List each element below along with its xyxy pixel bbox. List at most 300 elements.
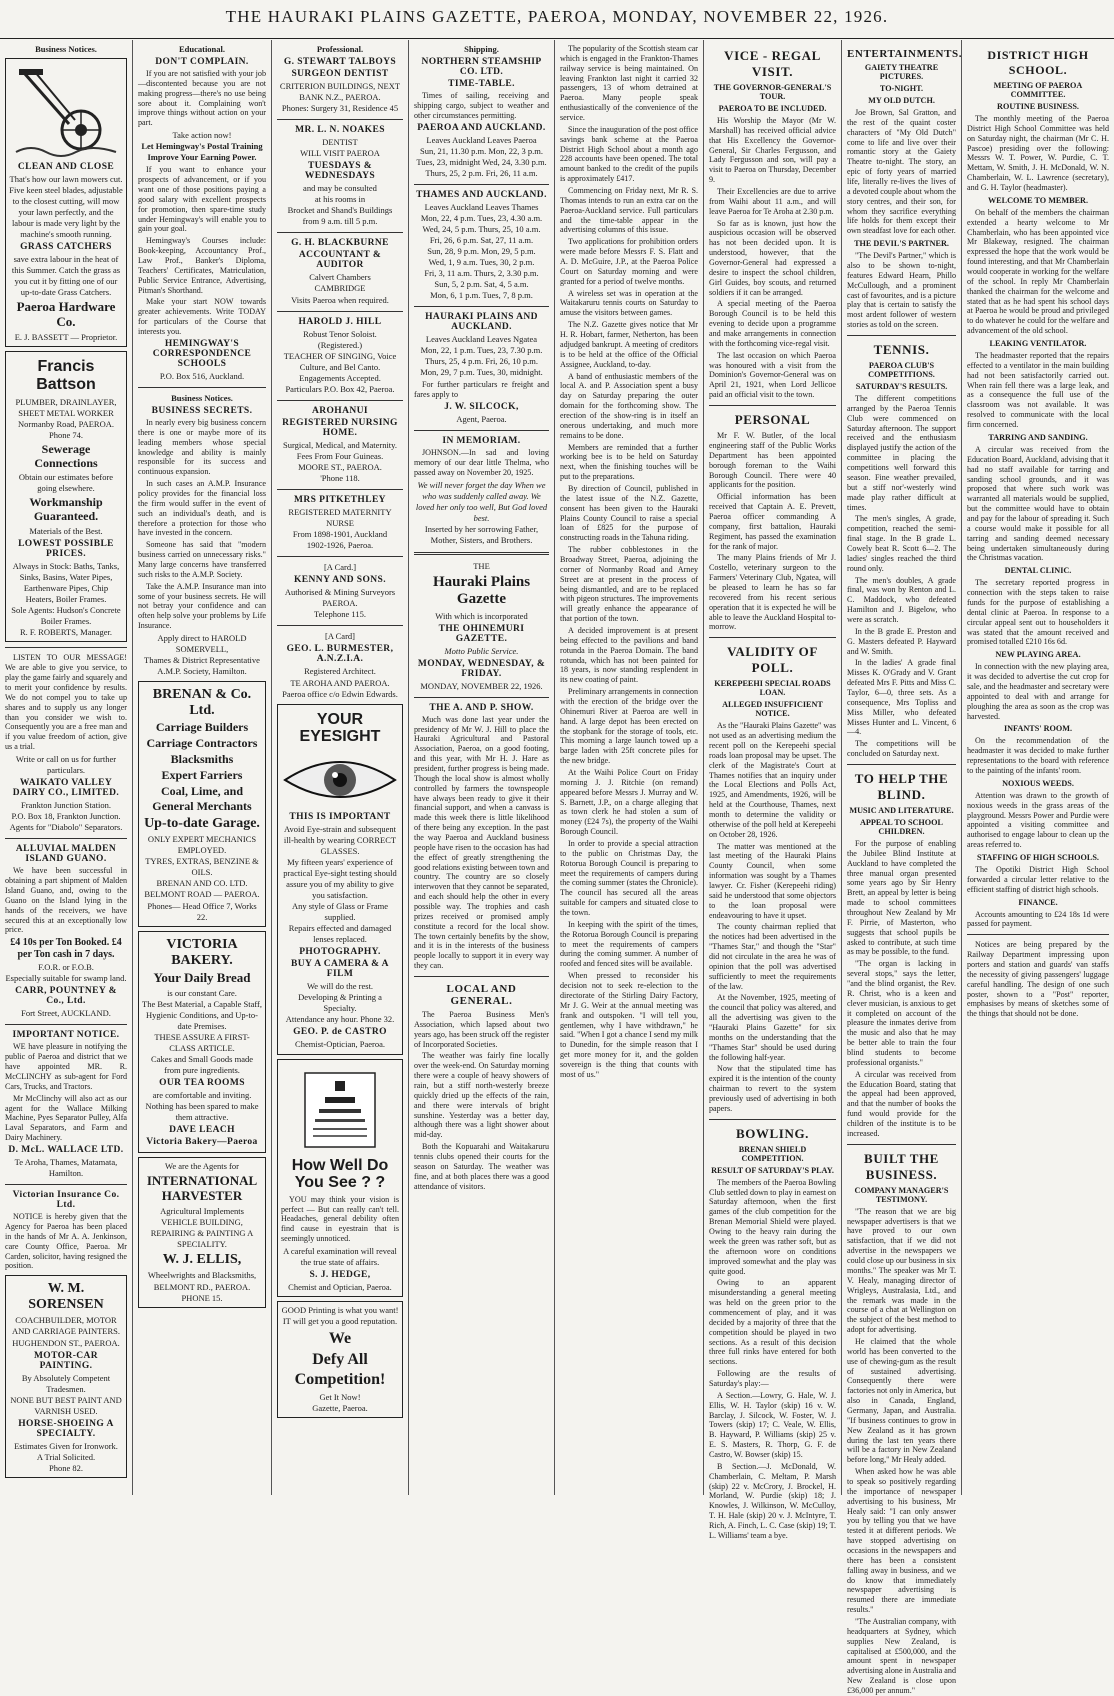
divider xyxy=(847,764,956,765)
hill-title: Robust Tenor Soloist. xyxy=(303,328,377,339)
printing-defy: Defy All xyxy=(312,1350,368,1368)
talboys-address: CRITERION BUILDINGS, NEXT BANK N.Z., PAEROA. xyxy=(279,81,401,103)
tar-heading: TARRING AND SANDING. xyxy=(988,432,1088,442)
play-heading: NEW PLAYING AREA. xyxy=(995,650,1081,660)
carr-address: Fort Street, AUCKLAND. xyxy=(21,1008,111,1019)
hardware-advert xyxy=(5,58,127,347)
tennis-sub: PAEROA CLUB'S COMPETITIONS. xyxy=(868,361,935,380)
battson-manager: R. F. ROBERTS, Manager. xyxy=(19,627,113,638)
eyesight-repairs: Repairs effected and damaged lenses replaced. xyxy=(288,923,392,945)
news-para: At the Waihi Police Court on Friday morning J. J. Ritchie (on remand) appeared before Messrs J. Murray and W. S. Barnett, J.P., on a charge alleging that as town clerk he had stolen a sum of money (£24 7s), the property of the Waihi Borough Council. xyxy=(560,768,698,837)
divider xyxy=(5,1184,127,1185)
built-para: He claimed that the whole world has been converted to the use of chewing-gum as the result of sustained advertising. Consequently there were factories not only in America, but also in Canada, England, Germany, Japan, and Australia. "If business continues to grow in New Zealand as it has grown during the last ten years there will be a factory in New Zealand before long," Mr Healy added. xyxy=(847,1336,956,1465)
complain-text: If you are not satisfied with your job—discontented because you are not making progress—there's no use being sore about it. Complaining won't improve things without action on your part. xyxy=(138,69,266,128)
tennis-para: The competitions will be concluded on Saturday next. xyxy=(847,739,956,759)
important-notice-text: WE have pleasure in notifying the public of Paeroa and district that we have appointed MR. R. McCLINCHY as sub-agent for Ford Cars, Trucks, and Tractors. xyxy=(5,1042,127,1091)
timetable-note: Times of sailing, receiving and shipping cargo, subject to weather and other circumstances permitting. xyxy=(414,91,549,120)
brenan-line-5: Coal, Lime, and xyxy=(160,783,243,798)
news-para: A band of enthusiastic members of the local A. and P. Association spent a busy day on Saturday preparing the outer domain for the forthcoming show. The erection of the show-ring is in itself an onerous undertaking, and much more remains to be done. xyxy=(560,371,698,440)
eyesight-rest: We will do the rest. xyxy=(306,981,374,992)
column-entertainments xyxy=(842,40,963,1696)
battson-stock: Always in Stock: Baths, Tanks, Sinks, Basins, Water Pipes, Earthenware Pipes, Chip Heaters, Boiler Frames. xyxy=(12,561,120,605)
divider xyxy=(414,306,549,307)
silcock-title: Agent, Paeroa. xyxy=(456,414,507,425)
tennis-para: In the ladies' A grade final Misses K. O'Grady and V. Grant defeated Mrs F. Pitts and Miss C. Taylor, 6—0, three sets. As a consequence, Mrs Topliss and Miss Miller, who defeated Misses Hunter and L. Vincent, 6—4. xyxy=(847,658,956,737)
paper-title: Hauraki Plains Gazette xyxy=(432,574,531,608)
memoriam-text: JOHNSON.—In sad and loving memory of our dear little Thelma, who passed away on November 20, 1925. xyxy=(414,448,549,477)
waikato-station: Frankton Junction Station. xyxy=(21,800,111,811)
noakes-visit: WILL VISIT PAEROA xyxy=(300,148,380,159)
waikato-box: P.O. Box 18, Frankton Junction. Agents for "Diabolo" Separators. xyxy=(9,811,123,833)
blackburne-chambers: Calvert Chambers xyxy=(309,272,371,283)
catchers-text: save extra labour in the heat of this Summer. Catch the grass as you cut it by fitting one of our up-to-date Grass Catchers. xyxy=(11,254,121,298)
divider xyxy=(138,387,266,388)
eyesight-style: Any style of Glass or Frame supplied. xyxy=(291,901,389,923)
thames-row: Wed, 1, 9 a.m. Tues, 30, 2 p.m. xyxy=(428,257,535,267)
hill-teacher: TEACHER OF SINGING, Voice Culture, and Bel Canto. xyxy=(283,350,397,372)
dental-heading: DENTAL CLINIC. xyxy=(1004,566,1072,576)
ent-para: "The Devil's Partner," which is also to be shown to-night, features Edward Hearn, Phillo McCullough, and a prominent cast of favourites, and is a picture play that is certain to satisfy the most ardent follower of western stories as told on the screen. xyxy=(847,251,957,330)
blind-sub-2: APPEAL TO SCHOOL CHILDREN. xyxy=(860,817,943,836)
timetable-heading: TIME-TABLE. xyxy=(448,79,515,89)
column-heading: Educational. xyxy=(178,44,226,54)
paper-days: MONDAY, WEDNESDAY, & FRIDAY. xyxy=(417,658,546,679)
burmester-card: [A Card] xyxy=(325,631,355,642)
brenan-address: BELMONT ROAD — PAEROA. xyxy=(144,889,260,900)
secrets-text-3: Someone has said that "modern business carried on unnecessary risks." Many large concerns have transferred such risks to the A.M.P. Society. xyxy=(138,540,266,579)
poll-para: As the "Hauraki Plains Gazette" was not used as an advertising medium the recent poll on the Kerepeehi special roads loan proposal may be upset. The clerk of the Magistrate's Court at Thames notifies that an inquiry under the Local Elections and Polls Act, 1925, and Amendments, 1926, will be held at the Courthouse, Thames, next month to determine the validity or otherwise of the poll held at Kerepeehi on October 28, 1926. xyxy=(709,721,836,839)
arohanui-title: REGISTERED NURSING HOME. xyxy=(282,417,398,438)
talboys-title: SURGEON DENTIST xyxy=(291,69,389,79)
blind-sub: MUSIC AND LITERATURE. xyxy=(849,805,954,815)
clean-close-heading: CLEAN AND CLOSE xyxy=(17,162,115,172)
local-heading: LOCAL AND GENERAL. xyxy=(446,983,517,1008)
divider xyxy=(709,637,836,638)
divider xyxy=(5,838,127,839)
tennis-para: The men's doubles, A grade final, was won by Renton and L. C. Maddock, who defeated Hamilton and J. Bigelow, who were as scratch. xyxy=(847,575,956,624)
malden-price: £4 10s per Ton Booked. £4 per Ton cash in 7 days. xyxy=(10,937,122,960)
eyesight-heading: YOUR EYESIGHT xyxy=(299,710,381,746)
bakery-tearooms: OUR TEA ROOMS xyxy=(159,1078,245,1089)
bakery-care: is our constant Care. xyxy=(167,987,237,998)
divider xyxy=(277,119,403,120)
hauraki-row: Thurs, 25, 4 p.m. Fri, 26, 10 p.m. xyxy=(424,356,539,367)
hill-name: HAROLD J. HILL xyxy=(298,316,382,327)
eyesight-important: THIS IS IMPORTANT xyxy=(289,811,391,822)
personal-para: Official information has been received that Captain A. E. Prevett, Paeroa officer commanding A company, first battalion, Hauraki Regiment, has passed the examination for the rank of major. xyxy=(709,492,836,551)
kenny-title: Authorised & Mining Surveyors xyxy=(284,587,396,598)
infants-heading: INFANTS' ROOM. xyxy=(1003,724,1073,734)
eyesight-developing: Developing & Printing a Specialty. xyxy=(298,992,382,1014)
bakery-owner: DAVE LEACH xyxy=(169,1125,235,1136)
arohanui-phone: 'Phone 118. xyxy=(320,472,360,483)
bowling-para: B Section.—J. McDonald, W. Chamberlain, C. Meltam, P. Marsh (skip) 22 v. McCrory, J. Brockel, H. Morland, W. Purdie (skip) 18; J. Knowles, J. Wilkinson, W. McCulloy, T. H. Hale (skip) 20 v. J. McIntyre, T. Rich, A. Finch, L. C. Case (skip) 19; T. L. Williams' team a bye. xyxy=(709,1461,836,1540)
printing-getit: Get It Now! xyxy=(319,1392,361,1403)
hill-registered: (Registered.) xyxy=(317,339,363,350)
vice-regal-para: The last occasion on which Paeroa was honoured with a visit from the Dominion's Governor-General was on April 21, 1921, when Lord Jellicoe paid an official visit to the town. xyxy=(709,350,836,400)
divider xyxy=(414,430,549,431)
arohanui-name: AROHANUI xyxy=(312,405,368,416)
harvester-implements: Agricultural Implements xyxy=(160,1206,244,1217)
brenan-line-6: General Merchants xyxy=(152,799,252,814)
secrets-heading: BUSINESS SECRETS. xyxy=(151,405,253,416)
news-para: In order to provide a special attraction to the public on Christmas Day, the Rotorua Borough Council is preparing to meet the requirements of campers during the coming summer (states the Chronicle). The council has secured all the areas suitable for campers and situated close to the town. xyxy=(560,839,698,918)
bowling-para: Owing to an apparent misunderstanding a general meeting was held on the green prior to the commencement of play, and it was decided by a majority of three that the competition should be played in two sections. As a result of this decision three full rinks have entered for both sections. xyxy=(709,1278,836,1367)
memoriam-inserted: Inserted by her sorrowing Father, Mother, Sisters, and Brothers. xyxy=(424,523,539,545)
eye-illustration xyxy=(281,750,399,808)
eyesight-camera: BUY A CAMERA & A FILM xyxy=(291,959,389,980)
noakes-consult: and may be consulted xyxy=(303,183,377,194)
built-heading: BUILT THE BUSINESS. xyxy=(864,1150,939,1182)
tennis-para: The different competitions arranged by the Paeroa Tennis Club were commenced on Saturday afternoon. The support received and the enthusiasm displayed justify the action of the committee in placing the competitions well forward this season. Fine weather prevailed, but a stiff nor'-westerly wind made play rather difficult at times. xyxy=(847,394,956,512)
ellis-address: BELMONT RD., PAEROA. xyxy=(153,1281,251,1292)
malden-suitable: Especially suitable for swamp land. xyxy=(5,973,127,984)
arohanui-address: MOORE ST., PAEROA. xyxy=(298,461,382,472)
divider xyxy=(277,625,403,626)
poll-para: The matter was mentioned at the last meeting of the Hauraki Plains County Council, when some information was sought by a Thames lawyer. Cr. Fisher (Kerepeehi riding) said he understood that some objectors to the loan proposal were endeavouring to have it upset. xyxy=(709,841,836,920)
battson-prices: LOWEST POSSIBLE PRICES. xyxy=(18,539,114,560)
divider xyxy=(277,311,403,312)
hauraki-row: Mon, 29, 7 p.m. Tues, 30, midnight. xyxy=(420,367,543,378)
complain-start: Make your start NOW towards greater achievements. Write TODAY for particulars of the Course that interests you. xyxy=(138,297,266,337)
bowling-sub: BRENAN SHIELD COMPETITION. xyxy=(738,1144,807,1163)
bowling-heading: BOWLING. xyxy=(735,1125,810,1141)
hedge-heading: How Well Do You See ? ? xyxy=(291,1156,389,1192)
bakery-comfortable: are comfortable and inviting. Nothing has been spared to make them attractive. xyxy=(145,1090,259,1123)
hemingway-box: P.O. Box 516, Auckland. xyxy=(159,370,245,381)
dental-para: The secretary reported progress in connection with the steps taken to raise funds for the purpose of establishing a dental clinic at Paeroa. In response to a circular appeal sent out to householders it was stated that the amount received and promised totalled £210 16s 6d. xyxy=(967,578,1109,647)
brenan-advert xyxy=(138,681,266,926)
battson-materials: Materials of the Best. xyxy=(29,526,103,537)
brenan-name: BRENAN & Co. Ltd. xyxy=(152,687,252,719)
tennis-para: The men's singles, A grade, competition, reached the semi-final stage. In the B grade L. Cowely beat R. Scott 6—2. The ladies' singles reached the third round only. xyxy=(847,514,956,573)
secrets-text-1: In nearly every big business concern there is one or maybe more of its leading members whose special knowledge and ability is mainly responsible for its success and continuous expansion. xyxy=(138,417,266,477)
noakes-rooms: at his rooms in xyxy=(314,194,366,205)
sorensen-paint: NONE BUT BEST PAINT AND VARNISH USED. xyxy=(10,1394,122,1416)
pitkethley-title: REGISTERED MATERNITY NURSE xyxy=(288,507,392,529)
northern-steamship: NORTHERN STEAMSHIP CO. LTD. xyxy=(421,57,542,77)
sorensen-trial: A Trial Solicited. xyxy=(36,1451,96,1462)
built-sub: COMPANY MANAGER'S TESTIMONY. xyxy=(854,1185,949,1204)
welcome-heading: WELCOME TO MEMBER. xyxy=(987,195,1088,205)
vice-regal-sub: THE GOVERNOR-GENERAL'S TOUR. xyxy=(713,83,832,101)
brenan-line-2: Carriage Contractors xyxy=(146,736,258,751)
hedge-text: YOU may think your vision is perfect — But can really can't tell. Headaches, general debility often find cause in eyestrain that is seemingly unnoticed. xyxy=(281,1194,399,1244)
poll-heading: VALIDITY OF POLL. xyxy=(727,644,818,676)
battson-estimates: Obtain our estimates before going elsewhere. xyxy=(18,472,114,494)
brenan-line-1: Carriage Builders xyxy=(155,720,249,735)
column-subheading: Business Notices. xyxy=(171,392,233,403)
kenny-phone: Telephone 115. xyxy=(314,609,366,620)
memoriam-heading: IN MEMORIAM. xyxy=(442,436,521,447)
school-sub-2: ROUTINE BUSINESS. xyxy=(997,102,1079,111)
hauraki-heading: HAURAKI PLAINS AND AUCKLAND. xyxy=(425,312,538,333)
kenny-town: PAEROA. xyxy=(322,598,358,609)
important-notice-heading: IMPORTANT NOTICE. xyxy=(12,1030,120,1041)
burmester-office: Paeroa office c/o Edwin Edwards. xyxy=(282,688,398,699)
battson-advert xyxy=(5,351,127,642)
complain-heading: DON'T COMPLAIN. xyxy=(155,57,249,67)
bakery-bread: Your Daily Bread xyxy=(153,969,251,985)
poll-para: The county chairman replied that the notices had been advertised in the "Thames Star," and though the "Star" did not circulate in the area he was of opinion that the poll was advertised sufficiently to meet the requirements of the law. xyxy=(709,922,836,991)
blind-para: For the purpose of enabling the Jubilee Blind Institute at Auckland to have completed the three manual organ presented some years ago by Sir Henry Brett, an appeal by letter is being made to school committees throughout New Zealand by Mr F. Pirrie, of Masterton, who suggests that school pupils be asked to contribute, at such time as may be possible, to the fund. xyxy=(847,838,956,957)
bowling-para: A Section.—Lowry, G. Hale, W. J. Ellis, W. H. Taylor (skip) 16 v. W. Barclay, J. Silcock, W. Foster, W. J. Towers (skip) 17; C. Veale, W. Ellis, B. Hayward, P. Williams (skip) 25 v. E. S. Masters, R. Thorp, G. F. de Castro, W. Bowser (skip) 15. xyxy=(709,1390,836,1459)
grass-catchers-heading: GRASS CATCHERS xyxy=(20,242,112,253)
wallace-name: D. McL. WALLACE LTD. xyxy=(8,1145,124,1155)
hill-engagements: Engagements Accepted. xyxy=(299,372,381,383)
thames-cols: Leaves Auckland Leaves Thames xyxy=(424,201,539,212)
brenan-phones: Phones— Head Office 7, Works 22. xyxy=(147,900,257,922)
column-professional xyxy=(272,40,409,1495)
complain-text-2: If you want to enhance your prospects of advancement, or if you want one of those positions paying a good salary with excellent prospects for promotion, then spare-time study under Hemingway's will enable you to gain your goal. xyxy=(138,165,266,234)
local-para: Both the Kopuarahi and Waitakaruru tennis clubs opened their courts for the season on Saturday. The weather was fine, and at both places there was a good attendance of visitors. xyxy=(414,1142,549,1191)
bowling-sub-2: RESULT OF SATURDAY'S PLAY. xyxy=(711,1165,834,1175)
blind-para: "The organ is lacking in several stops," says the letter, "and the blind organist, the Rev. R. Christ, who is a keen and clever musician, is anxious to get it completed on account of the pleasure the inmates derive from the music and also that he may be better able to train the four blind students to become professional organists." xyxy=(847,959,956,1067)
silcock-name: J. W. SILCOCK, xyxy=(444,402,519,413)
bowling-para: Following are the results of Saturday's play:— xyxy=(709,1369,836,1388)
blind-para: A circular was received from the Education Board, stating that the appeal had been approved, and that the number of books the fund would provide for the children of the institute is to be increased. xyxy=(847,1069,956,1138)
hardware-name: Paeroa Hardware Co. xyxy=(16,299,116,330)
vent-para: The headmaster reported that the repairs effected to a ventilator in the main building had not been satisfactorily carried out. When rain fell there was a large leak, and as a consequence the full use of the classroom was not available. It was resolved to communicate with the local firm concerned. xyxy=(967,351,1109,430)
paeroa-auckland-row: Tues, 23, midnight Wed, 24, 3.30 p.m. xyxy=(416,156,547,167)
vice-regal-para: So far as is known, just how the auspicious occasion will be observed has not been decided upon. It is understood, however, that the Governor-General had expressed a desire to inspect the school children, Girl Guides, boy scouts, and returned soldiers if it can be arranged. xyxy=(709,218,836,297)
weeds-para: Attention was drawn to the growth of noxious weeds in the grass areas of the playground. Messrs Power and Purdie were appointed a visiting committee and authorised to engage labour to clean up the areas referred to. xyxy=(967,790,1109,850)
ellis-phone: PHONE 15. xyxy=(181,1292,223,1303)
printing-gazette: Gazette, Paeroa. xyxy=(312,1403,368,1414)
printing-reputation: IT will get you a good reputation. xyxy=(282,1316,398,1327)
arohanui-services: Surgical, Medical, and Maternity. xyxy=(282,439,397,450)
printing-we: We xyxy=(328,1330,352,1348)
paper-date: MONDAY, NOVEMBER 22, 1926. xyxy=(420,680,543,691)
burmester-towns: TE AROHA AND PAEROA. xyxy=(290,677,390,688)
thames-row: Fri, 3, 11 a.m. Thurs, 2, 3.30 p.m. xyxy=(424,268,539,279)
welcome-para: On behalf of the members the chairman extended a hearty welcome to Mr Chamberlain, who has been appointed vice Mr Blakeway, resigned. The chairman expressed the hope that the work would be found interesting, and that Mr Chamberlain would cooperate in working for the welfare of the school. In reply Mr Chamberlain thanked the chairman for the welcome and stated that as he had spent his school days at Paeroa he would be proud and privileged to do whatever he could for the welfare and advancement of the old school. xyxy=(967,207,1109,336)
poll-para: Now that the stipulated time has expired it is the intention of the county chairman to revert to the system previously used of advertising in both papers. xyxy=(709,1064,836,1113)
battson-address: Normanby Road, PAEROA. Phone 74. xyxy=(17,418,115,440)
sorensen-horseshoe: HORSE-SHOEING A SPECIALTY. xyxy=(18,1418,114,1439)
freight-note: For further particulars re freight and fares apply to xyxy=(414,380,549,400)
masthead: THE HAURAKI PLAINS GAZETTE, PAEROA, MONDAY, NOVEMBER 22, 1926. xyxy=(0,0,1114,39)
waikato-name: WAIKATO VALLEY DAIRY CO., LIMITED. xyxy=(12,778,120,799)
column-vice-regal xyxy=(704,40,842,1540)
bakery-material: The Best Material, a Capable Staff, Hygienic Conditions, and Up-to-date Premises. xyxy=(142,998,262,1031)
ellis-trade: Wheelwrights and Blacksmiths, xyxy=(147,1270,257,1281)
built-para: When asked how he was able to speak so positively regarding the importance of newspaper advertising to his business, Mr Healy said: "I can only answer you by telling you that we have tested it at different periods. We have stopped advertising on occasions in the newspapers and there has been a consistent falling away in business, and we do know that immediately newspaper advertising is resumed there are immediate results." xyxy=(847,1467,956,1615)
thames-row: Mon, 22, 4 p.m. Tues, 23, 4.30 a.m. xyxy=(420,212,543,223)
battson-name: Francis Battson xyxy=(36,358,96,393)
victorian-heading: Victorian Insurance Co. Ltd. xyxy=(12,1190,120,1211)
ent-heading: ENTERTAINMENTS. xyxy=(847,48,963,60)
malden-terms: F.O.R. or F.O.B. xyxy=(38,962,94,973)
divider xyxy=(414,184,549,185)
hedge-advert xyxy=(277,1059,403,1298)
column-heading: Professional. xyxy=(316,44,364,54)
noakes-buildings: Brocket and Shand's Buildings xyxy=(287,205,393,216)
divider xyxy=(277,232,403,233)
column-district-high-school xyxy=(962,40,1114,1495)
personal-heading: PERSONAL xyxy=(734,412,811,428)
tennis-sub-2: SATURDAY'S RESULTS. xyxy=(855,382,948,392)
school-sub: MEETING OF PAEROA COMMITTEE. xyxy=(993,81,1083,99)
ent-sub-2: TO-NIGHT. xyxy=(879,84,924,93)
harvester-vehicle: VEHICLE BUILDING, REPAIRING & PAINTING A SPECIALITY. xyxy=(150,1217,254,1250)
thames-row: Wed, 24, 5 p.m. Thurs, 25, 10 a.m. xyxy=(422,223,541,234)
divider xyxy=(277,400,403,401)
secrets-rep: Thames & District Representative A.M.P. Society, Hamilton. xyxy=(144,655,260,677)
brenan-garage: Up-to-date Garage. xyxy=(144,816,260,832)
vice-regal-heading: VICE - REGAL VISIT. xyxy=(724,48,821,79)
divider xyxy=(277,556,403,557)
burmester-name: GEO. L. BURMESTER, A.N.Z.I.A. xyxy=(286,644,394,665)
vent-heading: LEAKING VENTILATOR. xyxy=(989,339,1087,349)
tar-para: A circular was received from the Education Board, Auckland, advising that it had no staff available for tarring and sanding school grounds, and it was proposed that where such work was warranted all materials would be supplied, but the committee would have to obtain and pay for the labour of spreading it. Such a course would make it possible for all tarring and sanding deemed necessary being undertaken simultaneously during the Christmas vacation. xyxy=(967,444,1109,563)
blackburne-title: ACCOUNTANT & AUDITOR xyxy=(298,250,382,271)
hemingway-name: HEMINGWAY'S CORRESPONDENCE SCHOOLS xyxy=(152,338,252,369)
mower-text: That's how our lawn mowers cut. Five keen steel blades, adjustable to the closest cutting, will mow your lawn perfectly, and the labour is made very light by the machine's smooth running. xyxy=(9,174,123,240)
built-para: "The Australian company, with headquarters at Sydney, which supplies New Zealand, is capitalised at £500,000, and the amount spent in newspaper advertising alone in Australia and New Zealand is close upon £36,000 per annum." xyxy=(847,1617,956,1696)
divider xyxy=(414,552,549,555)
decastro-title: Chemist-Optician, Paeroa. xyxy=(295,1039,385,1050)
talboys-phones: Phones: Surgery 31, Residence 45 xyxy=(281,103,399,114)
news-para: A decided improvement is at present being effected to the pavilions and band rotunda in the Paeroa Domain. The band rotunda, which has not been painted for 18 years, is now standing resplendent in its new coating of paint. xyxy=(560,625,698,685)
play-para: In connection with the new playing area, it was decided to advertise the cut crop for sale, and the headmaster and secretary were appointed to deal with and arrange for ploughing the area as soon as the crop was harvested. xyxy=(967,662,1109,721)
noakes-title: DENTIST xyxy=(322,137,358,148)
column-educational xyxy=(133,40,272,1495)
complain-slogan: Let Hemingway's Postal Training Improve Your Earning Power. xyxy=(141,141,263,163)
malden-heading: ALLUVIAL MALDEN ISLAND GUANO. xyxy=(15,844,117,865)
staff-para: The Opotiki District High School forwarded a circular letter relative to the efficient staffing of district high schools. xyxy=(967,865,1109,894)
kenny-name: KENNY AND SONS. xyxy=(294,575,386,586)
paeroa-auckland-cols: Leaves Auckland Leaves Paeroa xyxy=(426,134,537,145)
eyesight-experience: My fifteen years' experience of practical Eye-sight testing should assure you of my ability to give you satisfaction. xyxy=(283,856,397,901)
divider xyxy=(5,1024,127,1025)
divider xyxy=(709,405,836,406)
news-para: In keeping with the spirit of the times, the Rotorua Borough Council is preparing to meet the requirements of campers during the coming summer. A number of roofed and fenced sites will be available. xyxy=(560,919,698,969)
carr-name: CARR, POUNTNEY & Co., Ltd. xyxy=(15,986,117,1007)
secrets-text-4: Take the A.M.P. Insurance man into some of your business secrets. He will not betray your confidence and can often help solve your problems by Life Insurance. xyxy=(138,581,266,631)
decastro-name: GEO. P. de CASTRO xyxy=(293,1027,387,1038)
eyesight-advert xyxy=(277,704,403,1055)
kenny-card: [A Card.] xyxy=(323,562,357,573)
news-para: When pressed to reconsider his decision not to seek re-election to the directorate of the Stirling Dairy Factory, Mr J. G. Weir at the annual meeting was frank and outspoken. "I will tell you, gentlemen, why I have withdrawn," he said. "When I got a chance I send my milk to Dunedin, for the simple reason that I get more money for it, and the golden sovereign is the thing that counts with most of us." xyxy=(560,971,698,1079)
pitkethley-to: 1902-1926, Paeroa. xyxy=(306,540,374,551)
harvester-advert xyxy=(138,1157,266,1307)
news-para: A wireless set was in operation at the Waitakaruru tennis courts on Saturday to amuse the visitors between games. xyxy=(560,288,698,318)
sorensen-painting: MOTOR-CAR PAINTING. xyxy=(33,1350,99,1371)
thames-row: Mon, 6, 1 p.m. Tues, 7, 8 p.m. xyxy=(430,290,533,301)
arohanui-fees: Fees From Four Guineas. xyxy=(296,450,384,461)
ent-para: Joe Brown, Sal Gratton, and the rest of the quaint coster characters of "My Old Dutch" come to life and live over their romantic story at the Gaiety Theatre to-night. The story, an epic of forty years of married life, literally re-lives the lives of a devoted couple about whom the story centres, and their son, for whom they sacrifice everything life holds for them except their own steadfast love for each other. xyxy=(847,108,957,236)
finance-para: Accounts amounting to £24 18s 1d were passed for payment. xyxy=(967,909,1109,929)
bakery-assure: THESE ASSURE A FIRST-CLASS ARTICLE. xyxy=(154,1031,250,1053)
news-para: Commencing on Friday next, Mr R. S. Thomas intends to run an extra car on the Paeroa-Auckland service. Full particulars and the time-table appear in the advertising columns of this issue. xyxy=(560,186,698,235)
sorensen-estimates: Estimates Given for Ironwork. xyxy=(14,1440,118,1451)
waikato-message: LISTEN TO OUR MESSAGE! We are able to give you service, to play the game fairly and squarely and to merit your confidence by results. We do not compel you to take up shares and to supply us any longer than you consider we wish to. Consequently you are a free man and if you value freedom of action, give us a trial. xyxy=(5,653,127,752)
staff-heading: STAFFING OF HIGH SCHOOLS. xyxy=(977,853,1099,862)
divider xyxy=(414,976,549,977)
malden-text: We have been successful in obtaining a part shipment of Malden Island Guano, and, owing to the Guano on the Island lying in the hands of the receivers, we have secured this at an exceptionally low price. xyxy=(5,866,127,935)
paper-the: THE xyxy=(473,561,490,571)
personal-para: Mr F. W. Butler, of the local engineering staff of the Public Works Department has been appointed borough foreman to the Waihi Borough Council. There were 40 applicants for the position. xyxy=(709,431,836,490)
lawn-mower-illustration xyxy=(11,66,121,158)
harvester-name: INTERNATIONAL HARVESTER xyxy=(146,1173,258,1204)
ent-sub: GAIETY THEATRE PICTURES. xyxy=(864,63,939,81)
talboys-name: G. STEWART TALBOYS xyxy=(283,57,397,67)
important-notice-text-2: Mr McClinchy will also act as our agent for the Wallace Milking Machine, Pyes Separator Pulley, Alfa Laval Separators, and Farm and Dairy Machinery. xyxy=(5,1093,127,1143)
eyesight-photography: PHOTOGRAPHY. xyxy=(299,947,381,958)
poll-sub-2: ALLEGED INSUFFICIENT NOTICE. xyxy=(722,700,823,719)
thames-row: Sun, 5, 2 p.m. Sat, 4, 5 a.m. xyxy=(434,279,529,290)
eyesight-avoid: Avoid Eye-strain and subsequent ill-health by wearing CORRECT GLASSES. xyxy=(283,823,397,856)
paeroa-auckland-row: Sun, 21, 11.30 p.m. Mon, 22, 3 p.m. xyxy=(420,145,543,156)
battson-agents: Sole Agents: Hudson's Concrete Boiler Frames. xyxy=(11,605,121,627)
battson-trade: PLUMBER, DRAINLAYER, SHEET METAL WORKER xyxy=(15,396,117,418)
paper-ohinemuri: THE OHINEMURI GAZETTE. xyxy=(438,623,525,644)
hedge-title: Chemist and Optician, Paeroa. xyxy=(288,1282,392,1293)
burmester-title: Registered Architect. xyxy=(304,666,376,677)
divider xyxy=(967,934,1109,935)
paeroa-auckland-row: Thurs, 25, 2 p.m. Fri, 26, 11 a.m. xyxy=(425,167,538,178)
sorensen-phone: Phone 82. xyxy=(49,1462,83,1473)
hauraki-cols: Leaves Auckland Leaves Ngatea xyxy=(425,334,538,345)
hardware-proprietor: E. J. BASSETT — Proprietor. xyxy=(14,332,118,343)
battson-sewerage: Sewerage Connections xyxy=(34,441,98,470)
news-para: The N.Z. Gazette gives notice that Mr H. R. Hobart, farmer, Netherton, has been adjudged bankrupt. A meeting of creditors is to be held at the office of the Official Assignee, Auckland, to-day. xyxy=(560,320,698,369)
pitkethley-name: MRS PITKETHLEY xyxy=(294,495,386,506)
sorensen-competent: By Absolutely Competent Tradesmen. xyxy=(21,1372,111,1394)
rail-para: Notices are being prepared by the Railway Department impressing upon porters and station and guards' van staffs the necessity of giving passengers' luggage careful handling. The design of one such poster, shown to a "Post" reporter, emphasises by means of sketches some of the things that should not be done. xyxy=(967,940,1109,1019)
pitkethley-from: From 1898-1901, Auckland xyxy=(292,529,388,540)
ap-heading: THE A. AND P. SHOW. xyxy=(429,702,534,713)
noakes-days: TUESDAYS & WEDNESDAYS xyxy=(304,161,376,182)
divider xyxy=(709,1119,836,1120)
column-business-notices xyxy=(0,40,133,1495)
eye-chart-illustration xyxy=(285,1067,395,1153)
paeroa-auckland-heading: PAEROA AND AUCKLAND. xyxy=(417,122,546,133)
local-para: The Paeroa Business Men's Association, which lapsed about two years ago, has been struck off the register of Incorporated Societies. xyxy=(414,1010,549,1049)
column-heading: Shipping. xyxy=(464,44,499,54)
thames-row: Sun, 28, 9 p.m. Mon, 29, 5 p.m. xyxy=(427,245,536,256)
vice-regal-para: A special meeting of the Paeroa Borough Council is to be held this evening to decide upon a programme and make arrangements in connection with the forthcoming vice-regal visit. xyxy=(709,299,836,348)
column-shipping xyxy=(409,40,555,1495)
hedge-name: S. J. HEDGE, xyxy=(309,1270,371,1281)
memoriam-verse: We will never forget the day When we who was suddenly called away. We loved her only too well, But God loved best. xyxy=(415,479,548,523)
ent-dutch: MY OLD DUTCH. xyxy=(868,96,935,105)
tennis-heading: TENNIS. xyxy=(873,342,930,358)
thames-row: Fri, 26, 6 p.m. Sat, 27, 11 a.m. xyxy=(429,234,534,245)
paper-motto: Motto Public Service. xyxy=(444,645,519,656)
poll-sub: KEREPEEHI SPECIAL ROADS LOAN. xyxy=(714,679,831,698)
news-para: The rubber cobblestones in the Broadway Street, Paeroa, adjoining the corner of Normanby Road and Arney Street are at present in the process of being dismantled, and are to be replaced with pigeon structures. The improvements will greatly enhance the appearance of that portion of the town. xyxy=(560,545,698,624)
divider xyxy=(847,335,956,336)
hauraki-row: Mon, 22, 1 p.m. Tues, 23, 7.30 p.m. xyxy=(420,345,543,356)
school-heading: DISTRICT HIGH SCHOOL. xyxy=(987,48,1089,77)
thames-heading: THAMES AND AUCKLAND. xyxy=(416,189,547,200)
sorensen-advert xyxy=(5,1275,127,1478)
hill-particulars: Particulars P.O. Box 42, Paeroa. xyxy=(285,383,395,394)
news-para: Members are reminded that a further working bee is to be held on Saturday next, when the finishing touches will be put to the preparations. xyxy=(560,442,698,482)
ap-text: Much was done last year under the presidency of Mr W. J. Hill to place the Hauraki Agricultural and Pastoral Association, Paeroa, on a good footing, and this year, with Mr H. J. Hare as president, further progress is being made. Though the local show is almost wholly controlled by farmers the townspeople have always been ready to give it their financial support, and when a canvass is made this week there is little likelihood of there being any exception. In the past the way Paeroa and Auckland business people have risen to the occasion has had the effect of greatly strengthening the good relations existing between town and country. The country are so closely interwoven that they cannot be separated, and each should help the other in every possible way. The trophies and cash prizes received or promised amply constitute a record for the local show. The town certainly benefits by the show, and it is in the interests of the business people locally to support it in every way they can. xyxy=(414,714,549,971)
bakery-advert xyxy=(138,931,266,1154)
ent-devil: THE DEVIL'S PARTNER. xyxy=(854,239,949,249)
vice-regal-sub-2: PAEROA TO BE INCLUDED. xyxy=(718,104,827,113)
finance-heading: FINANCE. xyxy=(1018,897,1058,907)
brenan-tyres: TYRES, EXTRAS, BENZINE & OILS. xyxy=(145,856,259,878)
divider xyxy=(414,697,549,698)
school-para: The monthly meeting of the Paeroa District High School Committee was held on Saturday night, the chairman (Mr C. H. Pascoe) presiding over the following: Messrs W. T. Power, W. Purdie, C. T. Mettam, W. Smith, J. H. McDonald, W. N. Chamberlain, W. L. Lawrence (secretary), and G. H. Taylor (headmaster). xyxy=(967,114,1109,193)
secrets-apply: Apply direct to HAROLD SOMERVELL, xyxy=(157,633,247,655)
weeds-heading: NOXIOUS WEEDS. xyxy=(1002,778,1074,788)
